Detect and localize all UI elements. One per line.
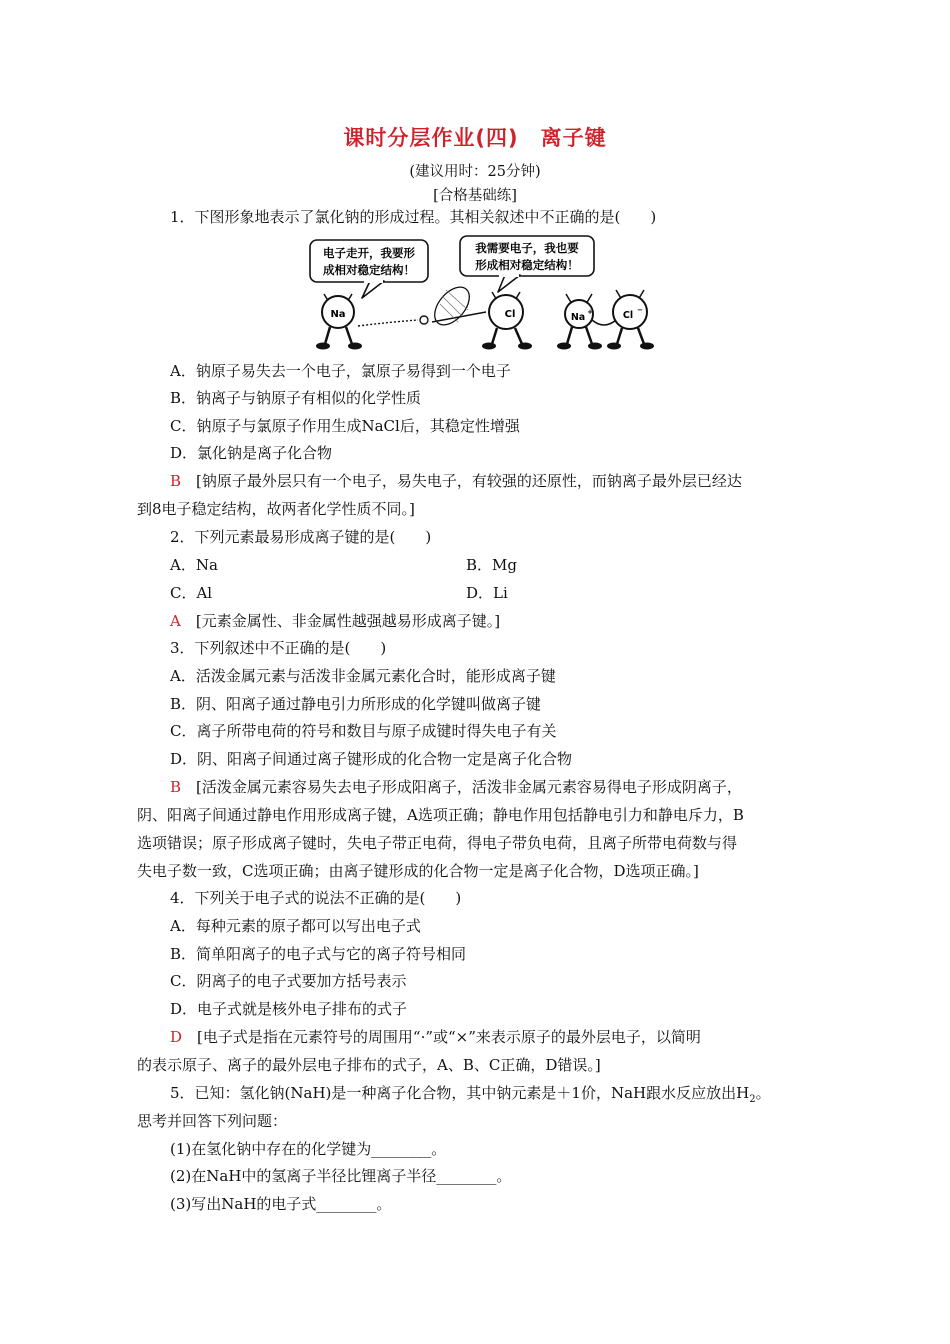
q1-stem: 1．下图形象地表示了氯化钠的形成过程。其相关叙述中不正确的是( )	[170, 208, 657, 226]
q5-stem-text: 5．已知：氢化钠(NaH)是一种离子化合物，其中钠元素是＋1价，NaH跟水反应放出H	[170, 1084, 750, 1102]
q5-sub-1: (1)在氢化钠中存在的化学键为________。	[170, 1140, 447, 1158]
q1-answer-line	[170, 471, 742, 491]
q3-stem: 3．下列叙述中不正确的是( )	[170, 639, 387, 657]
q2-explain: [元素金属性、非金属性越强越易形成离子键。]	[195, 612, 501, 630]
q3-explain-3: 选项错误；原子形成离子键时，失电子带正电荷，得电子带负电荷，且离子所带电荷数与得	[137, 834, 738, 852]
q3-answer: B	[170, 778, 182, 796]
q3-option-c: C．离子所带电荷的符号和数目与原子成键时得失电子有关	[170, 722, 557, 740]
na-label: Na	[330, 309, 346, 320]
q1-explain-1: [钠原子最外层只有一个电子，易失电子，有较强的还原性，而钠离子最外层已经达	[196, 472, 742, 490]
q5-stem-line1	[170, 1083, 771, 1110]
q1-option-c: C．钠原子与氯原子作用生成NaCl后，其稳定性增强	[170, 417, 520, 435]
q2-answer: A	[170, 612, 181, 630]
q1-answer: B	[170, 472, 182, 490]
q4-explain-1: [电子式是指在元素符号的周围用“·”或“×”来表示原子的最外层电子，以简明	[197, 1028, 701, 1046]
q4-option-c: C．阴离子的电子式要加方括号表示	[170, 972, 407, 990]
na-atom-character	[316, 294, 428, 350]
na-ion-charge: +	[587, 308, 593, 316]
section-heading: [合格基础练]	[433, 188, 517, 204]
bubble-left-line2: 成相对稳定结构！	[323, 263, 415, 277]
cl-speech-bubble	[460, 236, 594, 292]
q3-option-d: D．阴、阳离子间通过离子键形成的化合物一定是离子化合物	[170, 750, 573, 768]
na-speech-bubble	[310, 240, 428, 298]
q2-option-b: B．Mg	[466, 556, 517, 574]
q3-explain-4: 失电子数一致，C选项正确；由离子键形成的化合物一定是离子化合物，D选项正确。]	[137, 862, 699, 880]
page-title: 课时分层作业(四) 离子键	[343, 126, 607, 150]
q4-answer: D	[170, 1028, 183, 1046]
cl-ion-character	[607, 290, 654, 350]
q4-stem: 4．下列关于电子式的说法不正确的是( )	[170, 889, 462, 907]
q1-option-a: A．钠原子易失去一个电子，氯原子易得到一个电子	[170, 362, 511, 380]
q4-option-b: B．简单阳离子的电子式与它的离子符号相同	[170, 945, 467, 963]
bubble-right-line2: 形成相对稳定结构！	[475, 258, 579, 272]
q1-explain-2: 到8电子稳定结构，故两者化学性质不同。]	[137, 500, 415, 518]
na-ion-character	[557, 294, 616, 350]
q2-option-c: C．Al	[170, 584, 213, 602]
q5-sub-2: (2)在NaH中的氢离子半径比锂离子半径________。	[170, 1167, 512, 1185]
q5-stem-line2: 思考并回答下列问题：	[137, 1112, 288, 1130]
cl-label: Cl	[504, 309, 516, 320]
q2-answer-line	[170, 611, 500, 631]
cl-ion-charge: −	[637, 306, 643, 314]
cl-ion-label: Cl	[622, 310, 634, 321]
q2-option-d: D．Li	[466, 584, 508, 602]
time-note: (建议用时：25分钟)	[409, 164, 541, 180]
bubble-right-line1: 我需要电子，我也要	[475, 241, 579, 255]
bubble-left-line1: 电子走开，我要形	[323, 246, 415, 260]
q1-option-d: D．氯化钠是离子化合物	[170, 444, 333, 462]
q5-stem-end: 。	[755, 1084, 771, 1102]
q3-explain-1: [活泼金属元素容易失去电子形成阳离子，活泼非金属元素容易得电子形成阴离子，	[196, 778, 742, 796]
cl-atom-character	[482, 292, 532, 350]
q2-stem: 2．下列元素最易形成离子键的是( )	[170, 528, 432, 546]
q4-option-a: A．每种元素的原子都可以写出电子式	[170, 917, 421, 935]
q5-sub-3: (3)写出NaH的电子式________。	[170, 1195, 392, 1213]
nacl-formation-figure	[300, 234, 660, 356]
q1-option-b: B．钠离子与钠原子有相似的化学性质	[170, 389, 422, 407]
q2-option-a: A．Na	[170, 556, 218, 574]
q5-stem-subscript: 2	[749, 1094, 756, 1105]
q3-answer-line	[170, 777, 742, 797]
q3-option-a: A．活泼金属元素与活泼非金属元素化合时，能形成离子键	[170, 667, 556, 685]
na-ion-label: Na	[570, 312, 586, 323]
q4-option-d: D．电子式就是核外电子排布的式子	[170, 1000, 408, 1018]
q4-explain-2: 的表示原子、离子的最外层电子排布的式子，A、B、C正确，D错误。]	[137, 1056, 601, 1074]
q3-explain-2: 阴、阳离子间通过静电作用形成离子键，A选项正确；静电作用包括静电引力和静电斥力，B	[137, 806, 744, 824]
butterfly-net	[428, 281, 486, 331]
q3-option-b: B．阴、阳离子通过静电引力所形成的化学键叫做离子键	[170, 695, 542, 713]
q4-answer-line	[170, 1027, 701, 1047]
